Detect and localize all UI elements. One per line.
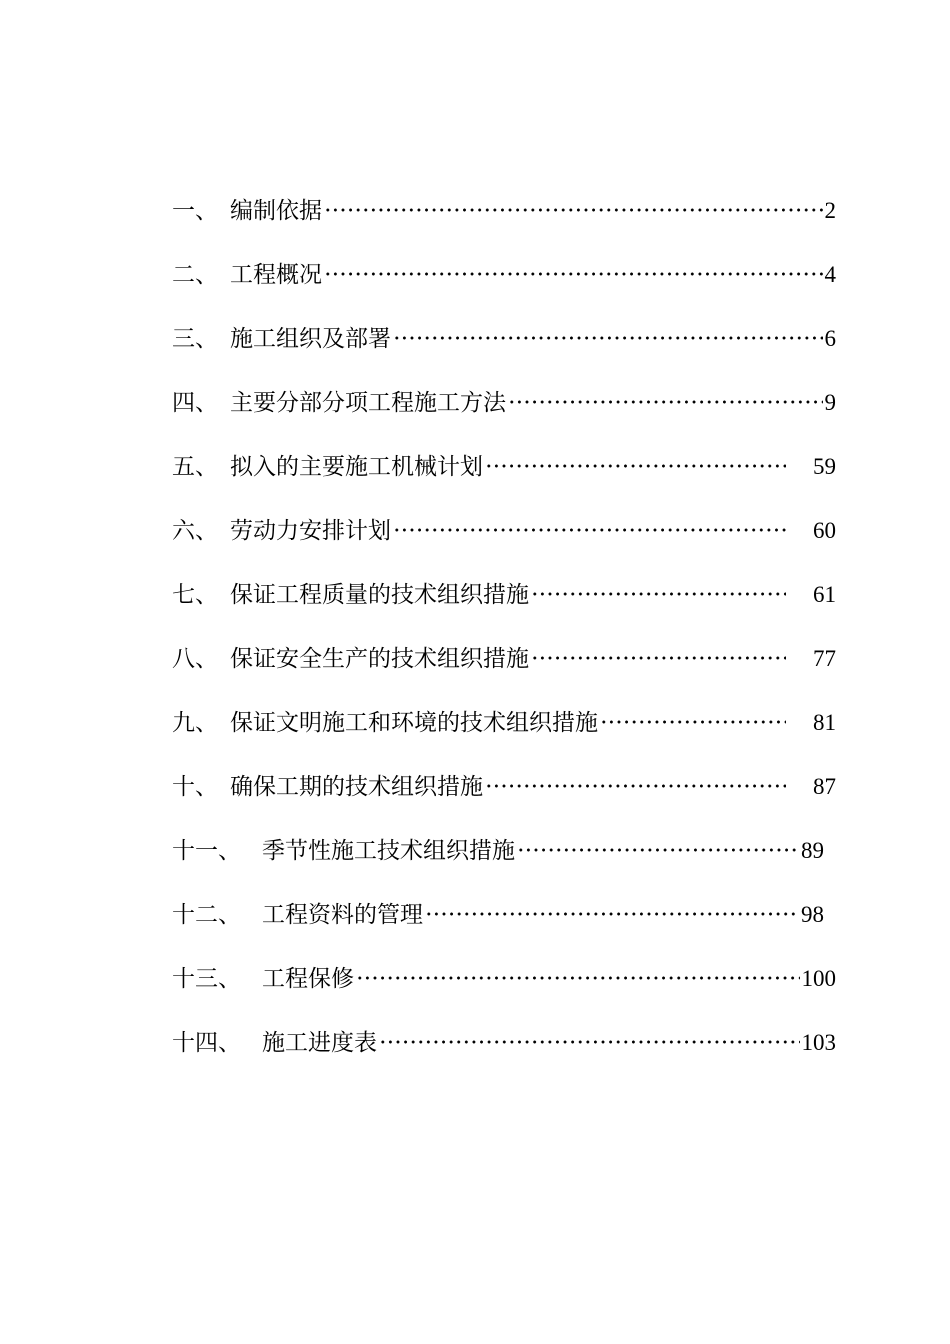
toc-dot-leader (485, 783, 786, 789)
toc-dot-leader (324, 207, 823, 213)
toc-entry-page: 77 (813, 646, 836, 671)
toc-entry-title: 工程资料的管理 (262, 902, 423, 928)
toc-entry-number: 二、 (172, 262, 218, 288)
toc-entry-title: 确保工期的技术组织措施 (230, 774, 483, 800)
toc-entry-page: 61 (813, 582, 836, 607)
toc-dot-leader (508, 399, 823, 405)
toc-entry-page: 98 (801, 902, 824, 927)
toc-entry[interactable] (172, 639, 836, 703)
toc-dot-leader (356, 975, 800, 981)
toc-entry[interactable] (172, 383, 836, 447)
toc-entry[interactable] (172, 895, 836, 959)
toc-entry-title: 保证安全生产的技术组织措施 (230, 646, 529, 672)
toc-dot-leader (393, 527, 786, 533)
toc-entry-page: 59 (813, 454, 836, 479)
toc-entry[interactable] (172, 831, 836, 895)
toc-entry-title: 劳动力安排计划 (230, 518, 391, 544)
toc-entry-number: 六、 (172, 518, 218, 544)
toc-dot-leader (393, 335, 823, 341)
toc-entry-title: 施工组织及部署 (230, 326, 391, 352)
toc-entry-page: 87 (813, 774, 836, 799)
toc-entry-number: 十三、 (172, 966, 241, 992)
toc-entry-page: 89 (801, 838, 824, 863)
toc-entry[interactable] (172, 255, 836, 319)
toc-entry-title: 工程概况 (230, 262, 322, 288)
toc-entry-title: 拟入的主要施工机械计划 (230, 454, 483, 480)
toc-entry-number: 四、 (172, 390, 218, 416)
toc-entry-number: 十一、 (172, 838, 241, 864)
toc-entry-page: 81 (813, 710, 836, 735)
toc-entry-title: 保证工程质量的技术组织措施 (230, 582, 529, 608)
toc-entry-number: 十、 (172, 774, 218, 800)
toc-entry-title: 施工进度表 (262, 1030, 377, 1056)
toc-entry-title: 编制依据 (230, 198, 322, 224)
toc-entry-page: 100 (801, 966, 836, 991)
toc-dot-leader (379, 1039, 800, 1045)
toc-entry-page: 60 (813, 518, 836, 543)
toc-entry-title: 工程保修 (262, 966, 354, 992)
toc-dot-leader (485, 463, 786, 469)
toc-entry-number: 五、 (172, 454, 218, 480)
toc-dot-leader (600, 719, 786, 725)
toc-dot-leader (531, 591, 786, 597)
toc-entry[interactable] (172, 767, 836, 831)
toc-dot-leader (517, 847, 799, 853)
toc-entry[interactable] (172, 447, 836, 511)
toc-entry-number: 十二、 (172, 902, 241, 928)
toc-entry-number: 三、 (172, 326, 218, 352)
toc-entry[interactable] (172, 191, 836, 255)
toc-entry[interactable] (172, 959, 836, 1023)
toc-entry-page: 2 (824, 198, 836, 223)
toc-entry[interactable] (172, 703, 836, 767)
toc-entry[interactable] (172, 575, 836, 639)
table-of-contents (172, 191, 836, 1087)
toc-entry-page: 4 (824, 262, 836, 287)
toc-dot-leader (425, 911, 799, 917)
toc-entry-number: 九、 (172, 710, 218, 736)
toc-entry-title: 季节性施工技术组织措施 (262, 838, 515, 864)
toc-entry-page: 103 (801, 1030, 836, 1055)
toc-entry[interactable] (172, 319, 836, 383)
toc-dot-leader (324, 271, 823, 277)
toc-entry[interactable] (172, 511, 836, 575)
toc-entry-page: 6 (824, 326, 836, 351)
toc-entry-title: 保证文明施工和环境的技术组织措施 (230, 710, 598, 736)
toc-entry[interactable] (172, 1023, 836, 1087)
toc-entry-title: 主要分部分项工程施工方法 (230, 390, 506, 416)
toc-entry-number: 七、 (172, 582, 218, 608)
toc-entry-page: 9 (824, 390, 836, 415)
toc-entry-number: 八、 (172, 646, 218, 672)
toc-entry-number: 一、 (172, 198, 218, 224)
toc-entry-number: 十四、 (172, 1030, 241, 1056)
toc-dot-leader (531, 655, 786, 661)
